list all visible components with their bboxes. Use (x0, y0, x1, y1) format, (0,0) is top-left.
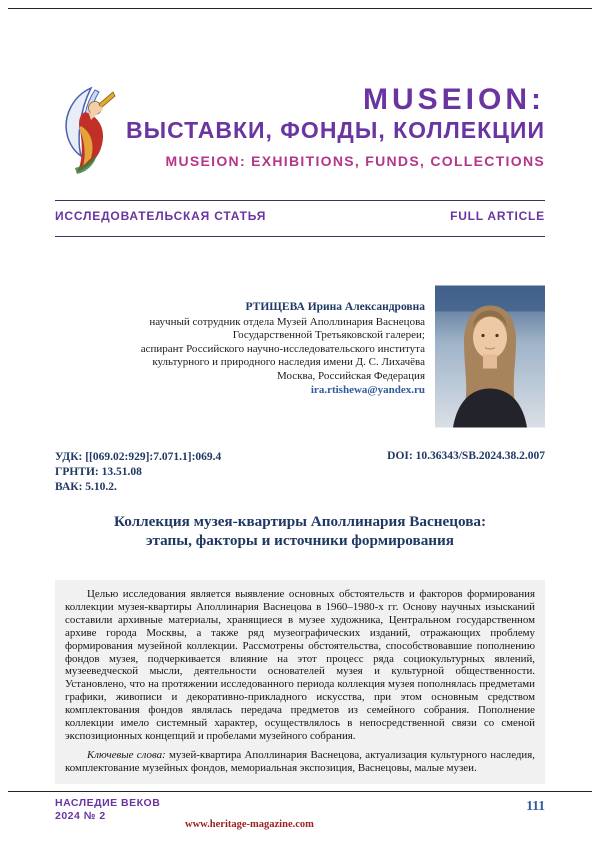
author-info (141, 285, 425, 398)
grnti-code: ГРНТИ: 13.51.08 (55, 466, 142, 478)
article-title (55, 512, 545, 550)
author-photo (435, 285, 545, 428)
journal-header (126, 84, 545, 169)
article-title-line1: Коллекция музея-квартиры Аполлинария Васнецова: (113, 513, 487, 530)
article-title-line2: этапы, факторы и источники формирования (145, 532, 455, 549)
author-name: РТИЩЕВА Ирина Александровна (245, 301, 425, 313)
author-affiliation-line: культурного и природного наследия имени Д. С. Лихачёва (152, 356, 425, 368)
classification-codes (55, 450, 221, 495)
abstract-box (55, 580, 545, 784)
article-type-en: FULL ARTICLE (450, 209, 545, 223)
section-divider-top (55, 200, 545, 201)
author-affiliation-line: Москва, Российская Федерация (277, 369, 425, 382)
vak-code: ВАК: 5.10.2. (55, 481, 117, 493)
footer-journal-name: НАСЛЕДИЕ ВЕКОВ (55, 797, 161, 809)
footer-journal (55, 797, 160, 823)
article-type-ru: ИССЛЕДОВАТЕЛЬСКАЯ СТАТЬЯ (55, 209, 267, 223)
footer-website-link[interactable]: www.heritage-magazine.com (185, 819, 314, 830)
page-number: 111 (526, 798, 545, 813)
doi: DOI: 10.36343/SB.2024.38.2.007 (387, 450, 545, 462)
author-affiliation-line: научный сотрудник отдела Музей Аполлинария Васнецова (149, 315, 425, 328)
author-affiliation-line: аспирант Российского научно-исследовательского института (140, 342, 425, 355)
journal-logo (55, 82, 117, 177)
angel-logo-icon (55, 82, 117, 177)
udc-code: УДК: [[069.02:929]:7.071.1]:069.4 (55, 451, 222, 463)
journal-title-latin: MUSEION: (363, 83, 545, 116)
keywords-text: музей-квартира Аполлинария Васнецова, актуализация культурного наследия, комплектование музейных фондов, мемориальная экспозиция, Васнецовы, малые музеи. (65, 748, 535, 774)
author-affiliation-line: Государственной Третьяковской галереи; (232, 329, 425, 341)
footer-issue: 2024 № 2 (55, 810, 106, 822)
top-rule (8, 8, 592, 9)
journal-title-cyrillic: ВЫСТАВКИ, ФОНДЫ, КОЛЛЕКЦИИ (125, 117, 545, 143)
article-type-row (55, 209, 545, 223)
section-divider-bottom (55, 236, 545, 237)
keywords-label: Ключевые слова: (87, 748, 166, 761)
journal-subtitle: MUSEION: EXHIBITIONS, FUNDS, COLLECTIONS (165, 153, 545, 169)
author-block (141, 285, 545, 428)
author-email-link[interactable]: ira.rtishewa@yandex.ru (310, 384, 425, 396)
abstract-paragraph: Целью исследования является выявление основных обстоятельств и факторов формирования коллекции музея-квартиры Аполлинария Васнецова в 1960–1980-х гг. Основу научных изысканий составили архивные материалы, хранящиеся в музее художника, Центральном государственном архиве города Москвы, а также ряд музеографических изданий, отражающих проблему формирования музейной коллекции. Рассмотрены обстоятельства, способствовавшие пополнению фондов музея, подчеркивается влияние на этот процесс ряда социокультурных явлений, музееведческой мысли, деятельности основателей музея и культурной общественности. Установлено, что на протяжении исследованного периода коллекция музея пополнялась предметами графики, живописи и декоративно-прикладного искусства, при этом основным средством комплектования фондов являлась передача предметов из семейного собрания. Пополнение коллекции имело системный характер, осуществлялось в непосредственной связи со сменой экспозиционных концепций и пробелами музейного собрания. (65, 588, 535, 742)
footer-rule (8, 791, 592, 792)
keywords-paragraph (65, 749, 535, 775)
